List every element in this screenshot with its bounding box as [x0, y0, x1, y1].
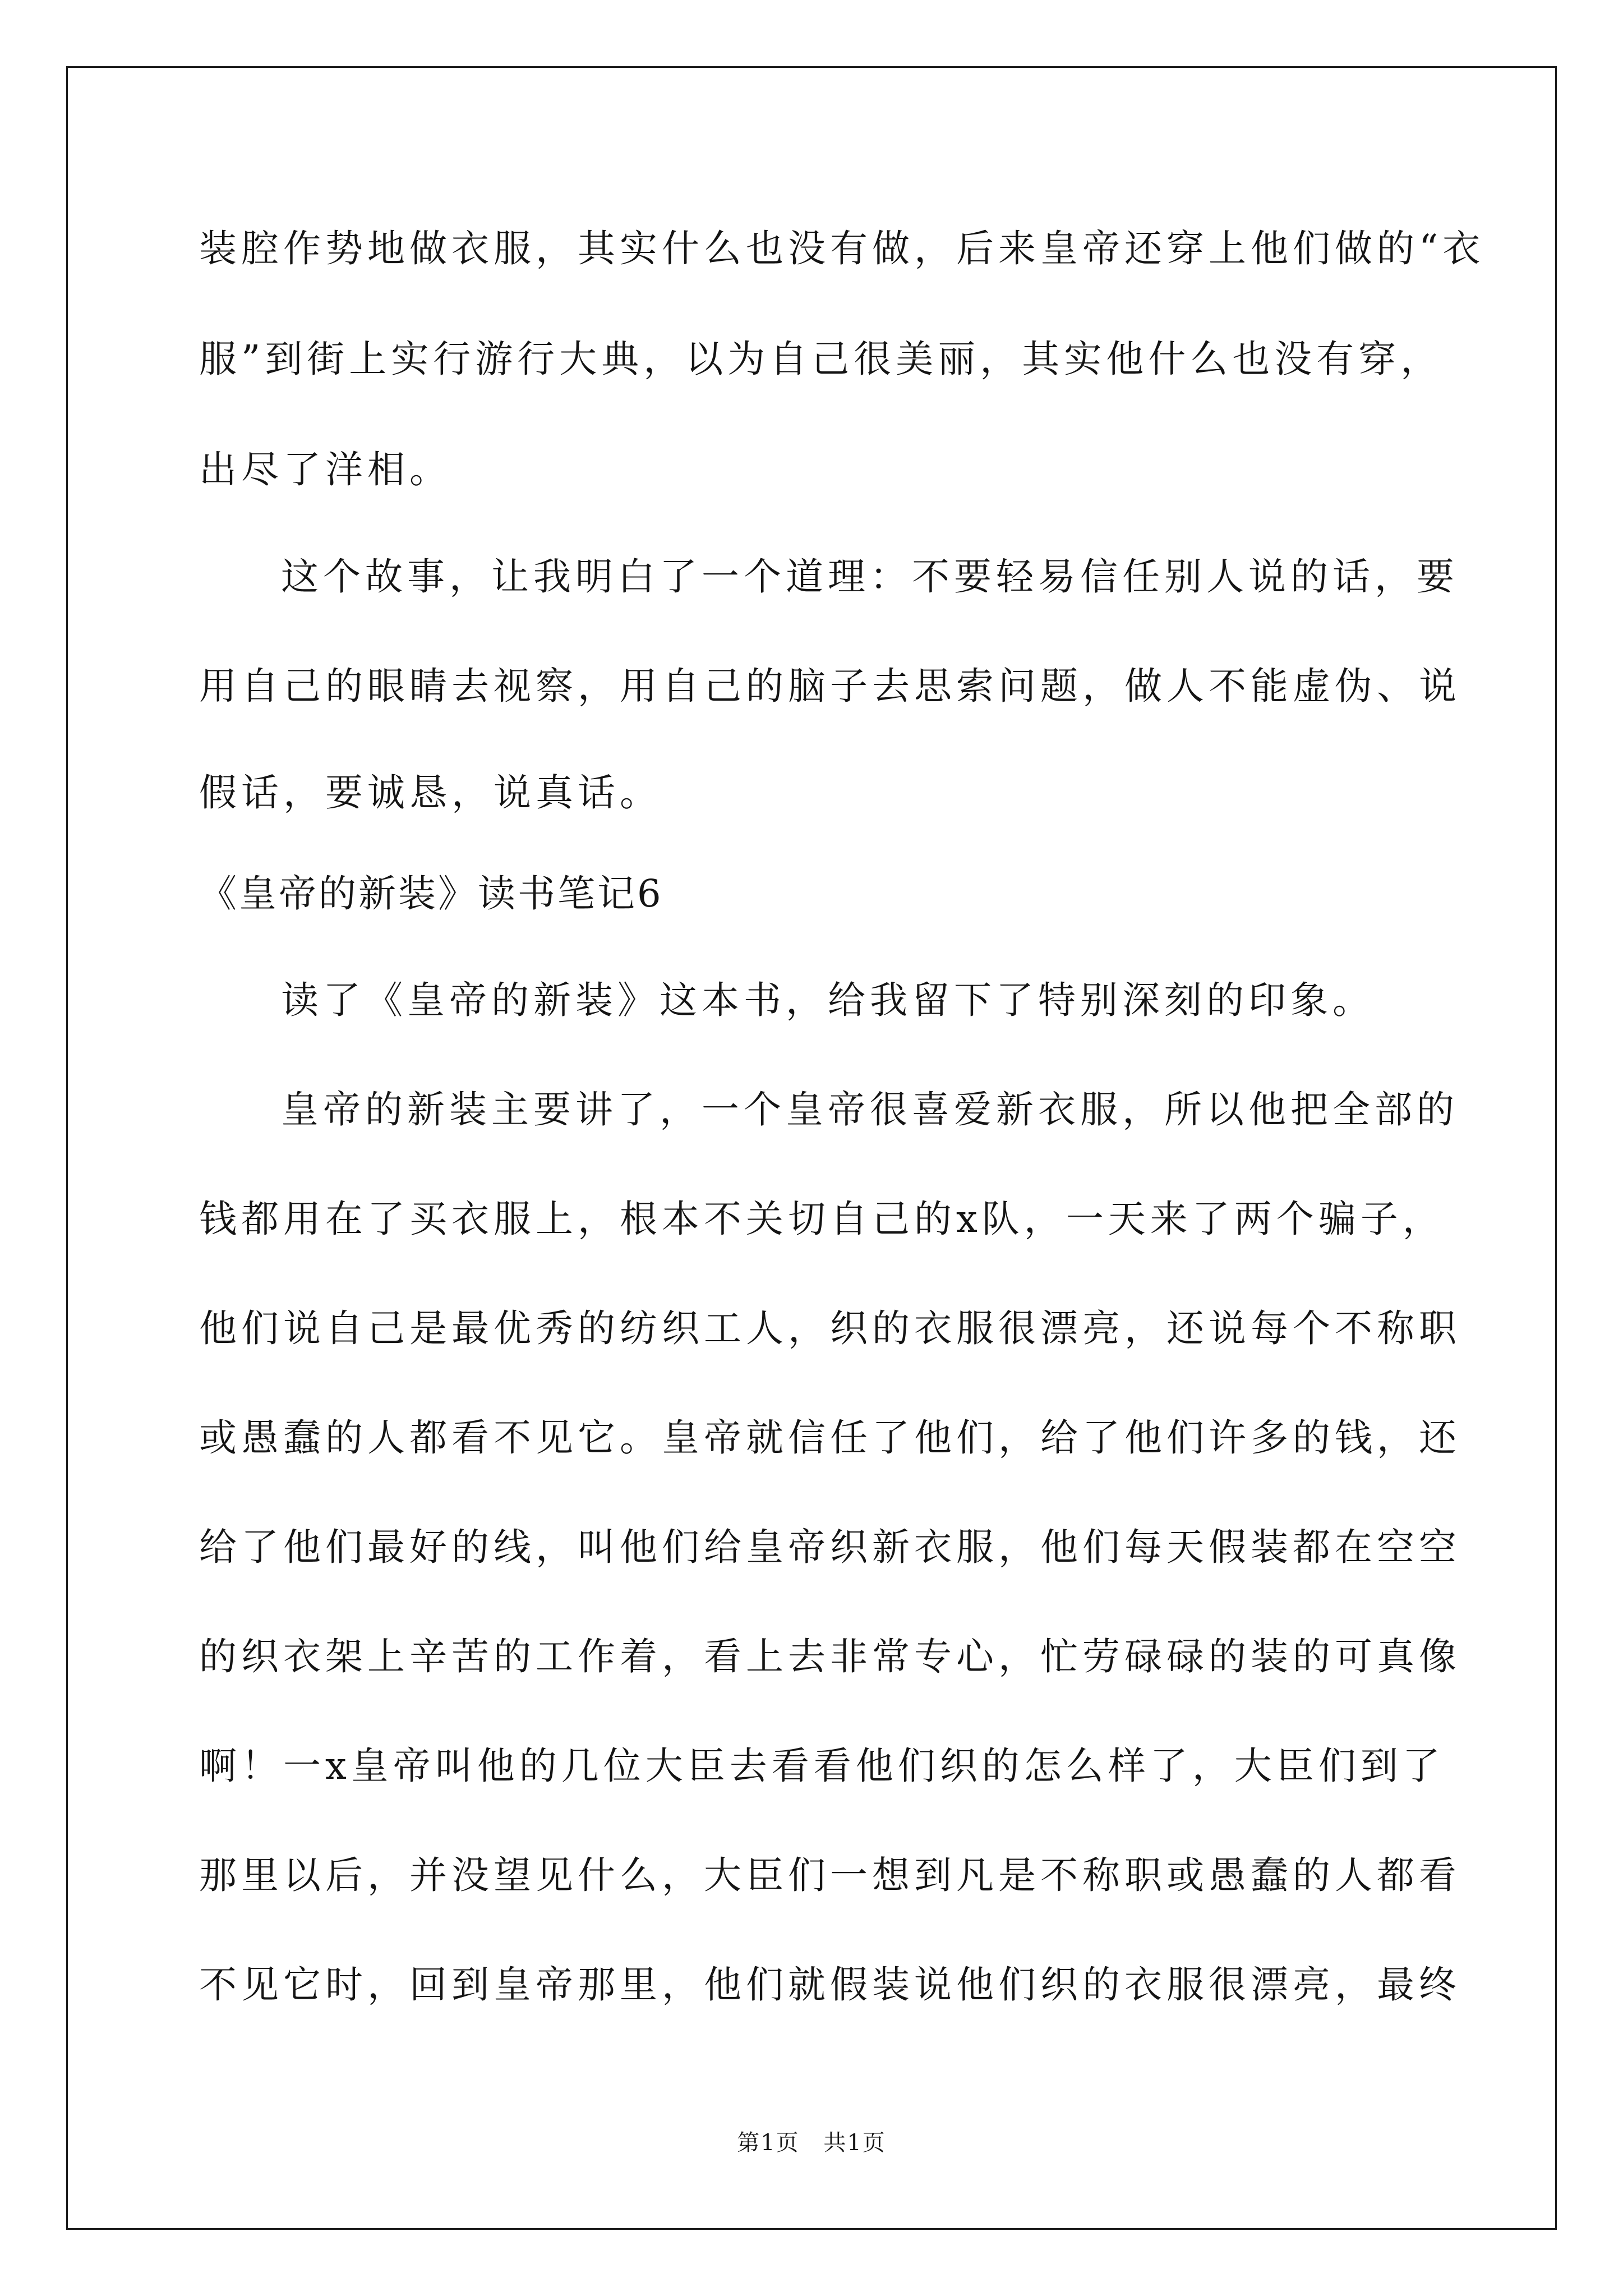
text-line: 假话，要诚恳，说真话。: [199, 771, 662, 815]
text-line: 的织衣架上辛苦的工作着，看上去非常专心，忙劳碌碌的装的可真像: [199, 1635, 1461, 1678]
page-number: 第1页: [737, 2130, 800, 2156]
text-line: 给了他们最好的线，叫他们给皇帝织新衣服，他们每天假装都在空空: [199, 1525, 1461, 1569]
paragraph-start-line: 这个故事，让我明白了一个道理：不要轻易信任别人说的话，要: [281, 555, 1459, 599]
paragraph-start-line: 皇帝的新装主要讲了，一个皇帝很喜爱新衣服，所以他把全部的: [281, 1088, 1459, 1131]
text-line: 啊！一x皇帝叫他的几位大臣去看看他们织的怎么样了，大臣们到了: [199, 1744, 1445, 1788]
text-line: 他们说自己是最优秀的纺织工人，织的衣服很漂亮，还说每个不称职: [199, 1306, 1461, 1350]
page-footer: [0, 2132, 1623, 2154]
text-line: 钱都用在了买衣服上，根本不关切自己的x队，一天来了两个骗子，: [199, 1197, 1445, 1241]
text-line: 出尽了洋相。: [199, 448, 451, 491]
page-border: [66, 66, 1557, 2230]
text-line: 那里以后，并没望见什么，大臣们一想到凡是不称职或愚蠢的人都看: [199, 1853, 1461, 1897]
text-line: 用自己的眼睛去视察，用自己的脑子去思索问题，做人不能虚伪、说: [199, 664, 1461, 708]
text-line: 不见它时，回到皇帝那里，他们就假装说他们织的衣服很漂亮，最终: [199, 1963, 1461, 2007]
text-line: 服”到街上实行游行大典，以为自己很美丽，其实他什么也没有穿，: [199, 337, 1443, 381]
section-title: 《皇帝的新装》读书笔记6: [199, 872, 663, 915]
paragraph-start-line: 读了《皇帝的新装》这本书，给我留下了特别深刻的印象。: [281, 978, 1375, 1022]
text-line: 装腔作势地做衣服，其实什么也没有做，后来皇帝还穿上他们做的“衣: [199, 227, 1485, 270]
page-total: 共1页: [823, 2130, 886, 2156]
text-line: 或愚蠢的人都看不见它。皇帝就信任了他们，给了他们许多的钱，还: [199, 1416, 1461, 1460]
